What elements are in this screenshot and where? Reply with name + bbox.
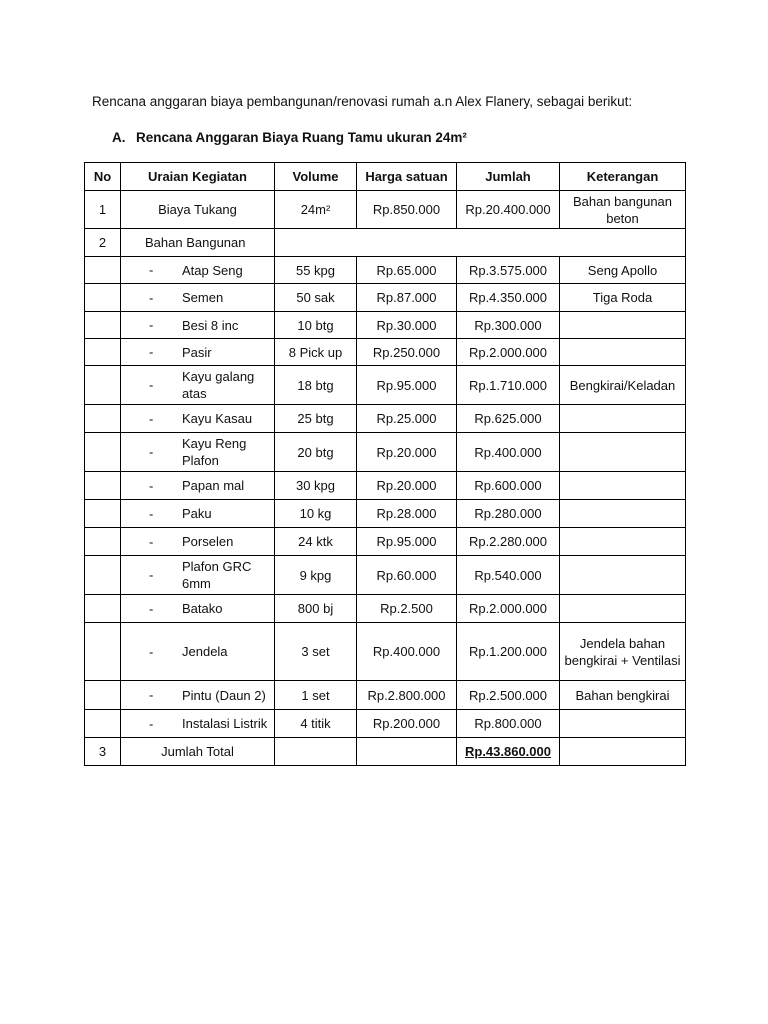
row-keterangan bbox=[560, 405, 686, 433]
row-volume: 55 kpg bbox=[275, 257, 357, 284]
item-name: Kayu galang atas bbox=[182, 369, 255, 401]
row-no: 2 bbox=[85, 229, 121, 257]
row-harga: Rp.2.500 bbox=[357, 595, 457, 623]
bullet-dash: - bbox=[149, 716, 154, 731]
bullet-dash: - bbox=[149, 411, 154, 426]
table-row bbox=[85, 595, 686, 623]
table-row bbox=[85, 556, 686, 595]
bullet-dash: - bbox=[149, 262, 154, 278]
bullet-dash: - bbox=[149, 344, 154, 360]
row-uraian bbox=[121, 257, 275, 284]
total-harga-empty bbox=[357, 738, 457, 766]
table-row bbox=[85, 528, 686, 556]
row-harga: Rp.87.000 bbox=[357, 284, 457, 312]
row-volume: 4 titik bbox=[275, 710, 357, 738]
row-jumlah: Rp.540.000 bbox=[457, 556, 560, 595]
header-no: No bbox=[85, 163, 121, 191]
row-keterangan bbox=[560, 433, 686, 472]
row-no-empty bbox=[85, 556, 121, 595]
row-volume: 50 sak bbox=[275, 284, 357, 312]
row-uraian: Biaya Tukang bbox=[121, 191, 275, 229]
row-uraian: Bahan Bangunan bbox=[121, 229, 275, 257]
item-name: Atap Seng bbox=[182, 262, 243, 278]
row-volume: 30 kpg bbox=[275, 472, 357, 500]
item-name: Jendela bbox=[182, 644, 228, 659]
bullet-dash: - bbox=[149, 601, 154, 616]
row-harga: Rp.95.000 bbox=[357, 366, 457, 405]
row-no-empty bbox=[85, 681, 121, 710]
row-volume: 20 btg bbox=[275, 433, 357, 472]
row-harga: Rp.20.000 bbox=[357, 433, 457, 472]
row-jumlah: Rp.2.500.000 bbox=[457, 681, 560, 710]
bullet-dash: - bbox=[149, 444, 154, 460]
row-volume: 24 ktk bbox=[275, 528, 357, 556]
row-volume: 1 set bbox=[275, 681, 357, 710]
row-jumlah: Rp.300.000 bbox=[457, 312, 560, 339]
row-keterangan bbox=[560, 595, 686, 623]
item-name: Semen bbox=[182, 290, 224, 305]
item-name: Paku bbox=[182, 506, 212, 521]
row-harga: Rp.30.000 bbox=[357, 312, 457, 339]
table-row bbox=[85, 472, 686, 500]
bullet-dash: - bbox=[149, 290, 154, 305]
table-row bbox=[85, 405, 686, 433]
row-no-empty bbox=[85, 312, 121, 339]
row-no-empty bbox=[85, 339, 121, 366]
row-no-empty bbox=[85, 366, 121, 405]
row-harga: Rp.95.000 bbox=[357, 528, 457, 556]
row-volume: 10 btg bbox=[275, 312, 357, 339]
table-row bbox=[85, 284, 686, 312]
table-row bbox=[85, 339, 686, 366]
row-no-empty bbox=[85, 528, 121, 556]
header-harga: Harga satuan bbox=[357, 163, 457, 191]
row-jumlah: Rp.3.575.000 bbox=[457, 257, 560, 284]
row-harga: Rp.250.000 bbox=[357, 339, 457, 366]
row-keterangan bbox=[560, 710, 686, 738]
row-harga: Rp.65.000 bbox=[357, 257, 457, 284]
row-uraian bbox=[121, 284, 275, 312]
row-keterangan: Tiga Roda bbox=[560, 284, 686, 312]
row-volume: 9 kpg bbox=[275, 556, 357, 595]
item-name: Besi 8 inc bbox=[182, 317, 239, 333]
bullet-dash: - bbox=[149, 567, 154, 583]
item-name: Pintu (Daun 2) bbox=[182, 687, 266, 703]
row-uraian bbox=[121, 528, 275, 556]
row-no-empty bbox=[85, 595, 121, 623]
row-keterangan bbox=[560, 500, 686, 528]
row-volume: 800 bj bbox=[275, 595, 357, 623]
row-jumlah: Rp.400.000 bbox=[457, 433, 560, 472]
bullet-dash: - bbox=[149, 377, 154, 393]
item-name: Pasir bbox=[182, 344, 212, 360]
header-uraian: Uraian Kegiatan bbox=[121, 163, 275, 191]
row-keterangan: Bengkirai/Keladan bbox=[560, 366, 686, 405]
bullet-dash: - bbox=[149, 534, 154, 549]
row-harga: Rp.200.000 bbox=[357, 710, 457, 738]
section-heading bbox=[112, 130, 467, 145]
row-harga: Rp.850.000 bbox=[357, 191, 457, 229]
item-name: Kayu Reng Plafon bbox=[182, 436, 247, 468]
row-keterangan bbox=[560, 312, 686, 339]
row-volume: 8 Pick up bbox=[275, 339, 357, 366]
bullet-dash: - bbox=[149, 317, 154, 333]
row-harga: Rp.60.000 bbox=[357, 556, 457, 595]
total-label: Jumlah Total bbox=[121, 738, 275, 766]
row-harga: Rp.400.000 bbox=[357, 623, 457, 681]
row-keterangan bbox=[560, 339, 686, 366]
row-no: 1 bbox=[85, 191, 121, 229]
header-keterangan: Keterangan bbox=[560, 163, 686, 191]
row-jumlah: Rp.2.280.000 bbox=[457, 528, 560, 556]
row-uraian bbox=[121, 339, 275, 366]
row-uraian bbox=[121, 710, 275, 738]
bullet-dash: - bbox=[149, 644, 154, 659]
section-letter: A. bbox=[112, 130, 126, 145]
row-volume: 18 btg bbox=[275, 366, 357, 405]
item-name: Batako bbox=[182, 601, 223, 616]
row-jumlah: Rp.1.200.000 bbox=[457, 623, 560, 681]
row-keterangan: Seng Apollo bbox=[560, 257, 686, 284]
row-no-empty bbox=[85, 472, 121, 500]
row-uraian bbox=[121, 595, 275, 623]
row-keterangan bbox=[560, 472, 686, 500]
row-uraian bbox=[121, 312, 275, 339]
row-no-empty bbox=[85, 405, 121, 433]
bullet-dash: - bbox=[149, 687, 154, 703]
row-uraian bbox=[121, 623, 275, 681]
row-uraian bbox=[121, 433, 275, 472]
table-row bbox=[85, 257, 686, 284]
item-name: Kayu Kasau bbox=[182, 411, 253, 426]
row-jumlah: Rp.2.000.000 bbox=[457, 595, 560, 623]
row-uraian bbox=[121, 556, 275, 595]
row-no-empty bbox=[85, 623, 121, 681]
table-row bbox=[85, 681, 686, 710]
row-uraian bbox=[121, 405, 275, 433]
row-jumlah: Rp.2.000.000 bbox=[457, 339, 560, 366]
table-row bbox=[85, 500, 686, 528]
row-keterangan: Bahan bengkirai bbox=[560, 681, 686, 710]
row-jumlah: Rp.800.000 bbox=[457, 710, 560, 738]
row-harga: Rp.20.000 bbox=[357, 472, 457, 500]
row-jumlah: Rp.600.000 bbox=[457, 472, 560, 500]
row-jumlah: Rp.625.000 bbox=[457, 405, 560, 433]
header-jumlah: Jumlah bbox=[457, 163, 560, 191]
table-row-bahan-bangunan bbox=[85, 229, 686, 257]
row-keterangan: Bahan bangunan beton bbox=[560, 191, 686, 229]
row-volume: 3 set bbox=[275, 623, 357, 681]
row-no-empty bbox=[85, 284, 121, 312]
row-uraian bbox=[121, 366, 275, 405]
intro-text: Rencana anggaran biaya pembangunan/renovasi rumah a.n Alex Flanery, sebagai berikut: bbox=[92, 94, 633, 109]
item-name: Porselen bbox=[182, 534, 234, 549]
row-jumlah: Rp.20.400.000 bbox=[457, 191, 560, 229]
total-no: 3 bbox=[85, 738, 121, 766]
item-name: Instalasi Listrik bbox=[182, 716, 268, 731]
row-volume: 25 btg bbox=[275, 405, 357, 433]
total-keterangan-empty bbox=[560, 738, 686, 766]
row-harga: Rp.2.800.000 bbox=[357, 681, 457, 710]
table-row bbox=[85, 710, 686, 738]
row-no-empty bbox=[85, 710, 121, 738]
table-row-total bbox=[85, 738, 686, 766]
row-no-empty bbox=[85, 257, 121, 284]
row-uraian bbox=[121, 681, 275, 710]
row-keterangan bbox=[560, 556, 686, 595]
row-uraian bbox=[121, 472, 275, 500]
table-row bbox=[85, 312, 686, 339]
table-row bbox=[85, 623, 686, 681]
bullet-dash: - bbox=[149, 506, 154, 521]
row-harga: Rp.25.000 bbox=[357, 405, 457, 433]
table-row bbox=[85, 366, 686, 405]
row-jumlah: Rp.4.350.000 bbox=[457, 284, 560, 312]
row-uraian bbox=[121, 500, 275, 528]
row-jumlah: Rp.1.710.000 bbox=[457, 366, 560, 405]
row-volume: 24m² bbox=[275, 191, 357, 229]
row-keterangan bbox=[560, 528, 686, 556]
row-no-empty bbox=[85, 500, 121, 528]
table-row bbox=[85, 433, 686, 472]
row-no-empty bbox=[85, 433, 121, 472]
row-empty-span bbox=[275, 229, 686, 257]
row-volume: 10 kg bbox=[275, 500, 357, 528]
row-keterangan: Jendela bahan bengkirai + Ventilasi bbox=[560, 623, 686, 681]
table-header-row bbox=[85, 163, 686, 191]
bullet-dash: - bbox=[149, 478, 154, 493]
section-title: Rencana Anggaran Biaya Ruang Tamu ukuran 24m² bbox=[136, 130, 467, 145]
item-name: Plafon GRC 6mm bbox=[182, 559, 252, 591]
row-jumlah: Rp.280.000 bbox=[457, 500, 560, 528]
row-harga: Rp.28.000 bbox=[357, 500, 457, 528]
budget-table bbox=[84, 162, 686, 766]
item-name: Papan mal bbox=[182, 478, 245, 493]
total-amount: Rp.43.860.000 bbox=[464, 744, 551, 759]
table-row-biaya-tukang bbox=[85, 191, 686, 229]
header-volume: Volume bbox=[275, 163, 357, 191]
total-volume-empty bbox=[275, 738, 357, 766]
